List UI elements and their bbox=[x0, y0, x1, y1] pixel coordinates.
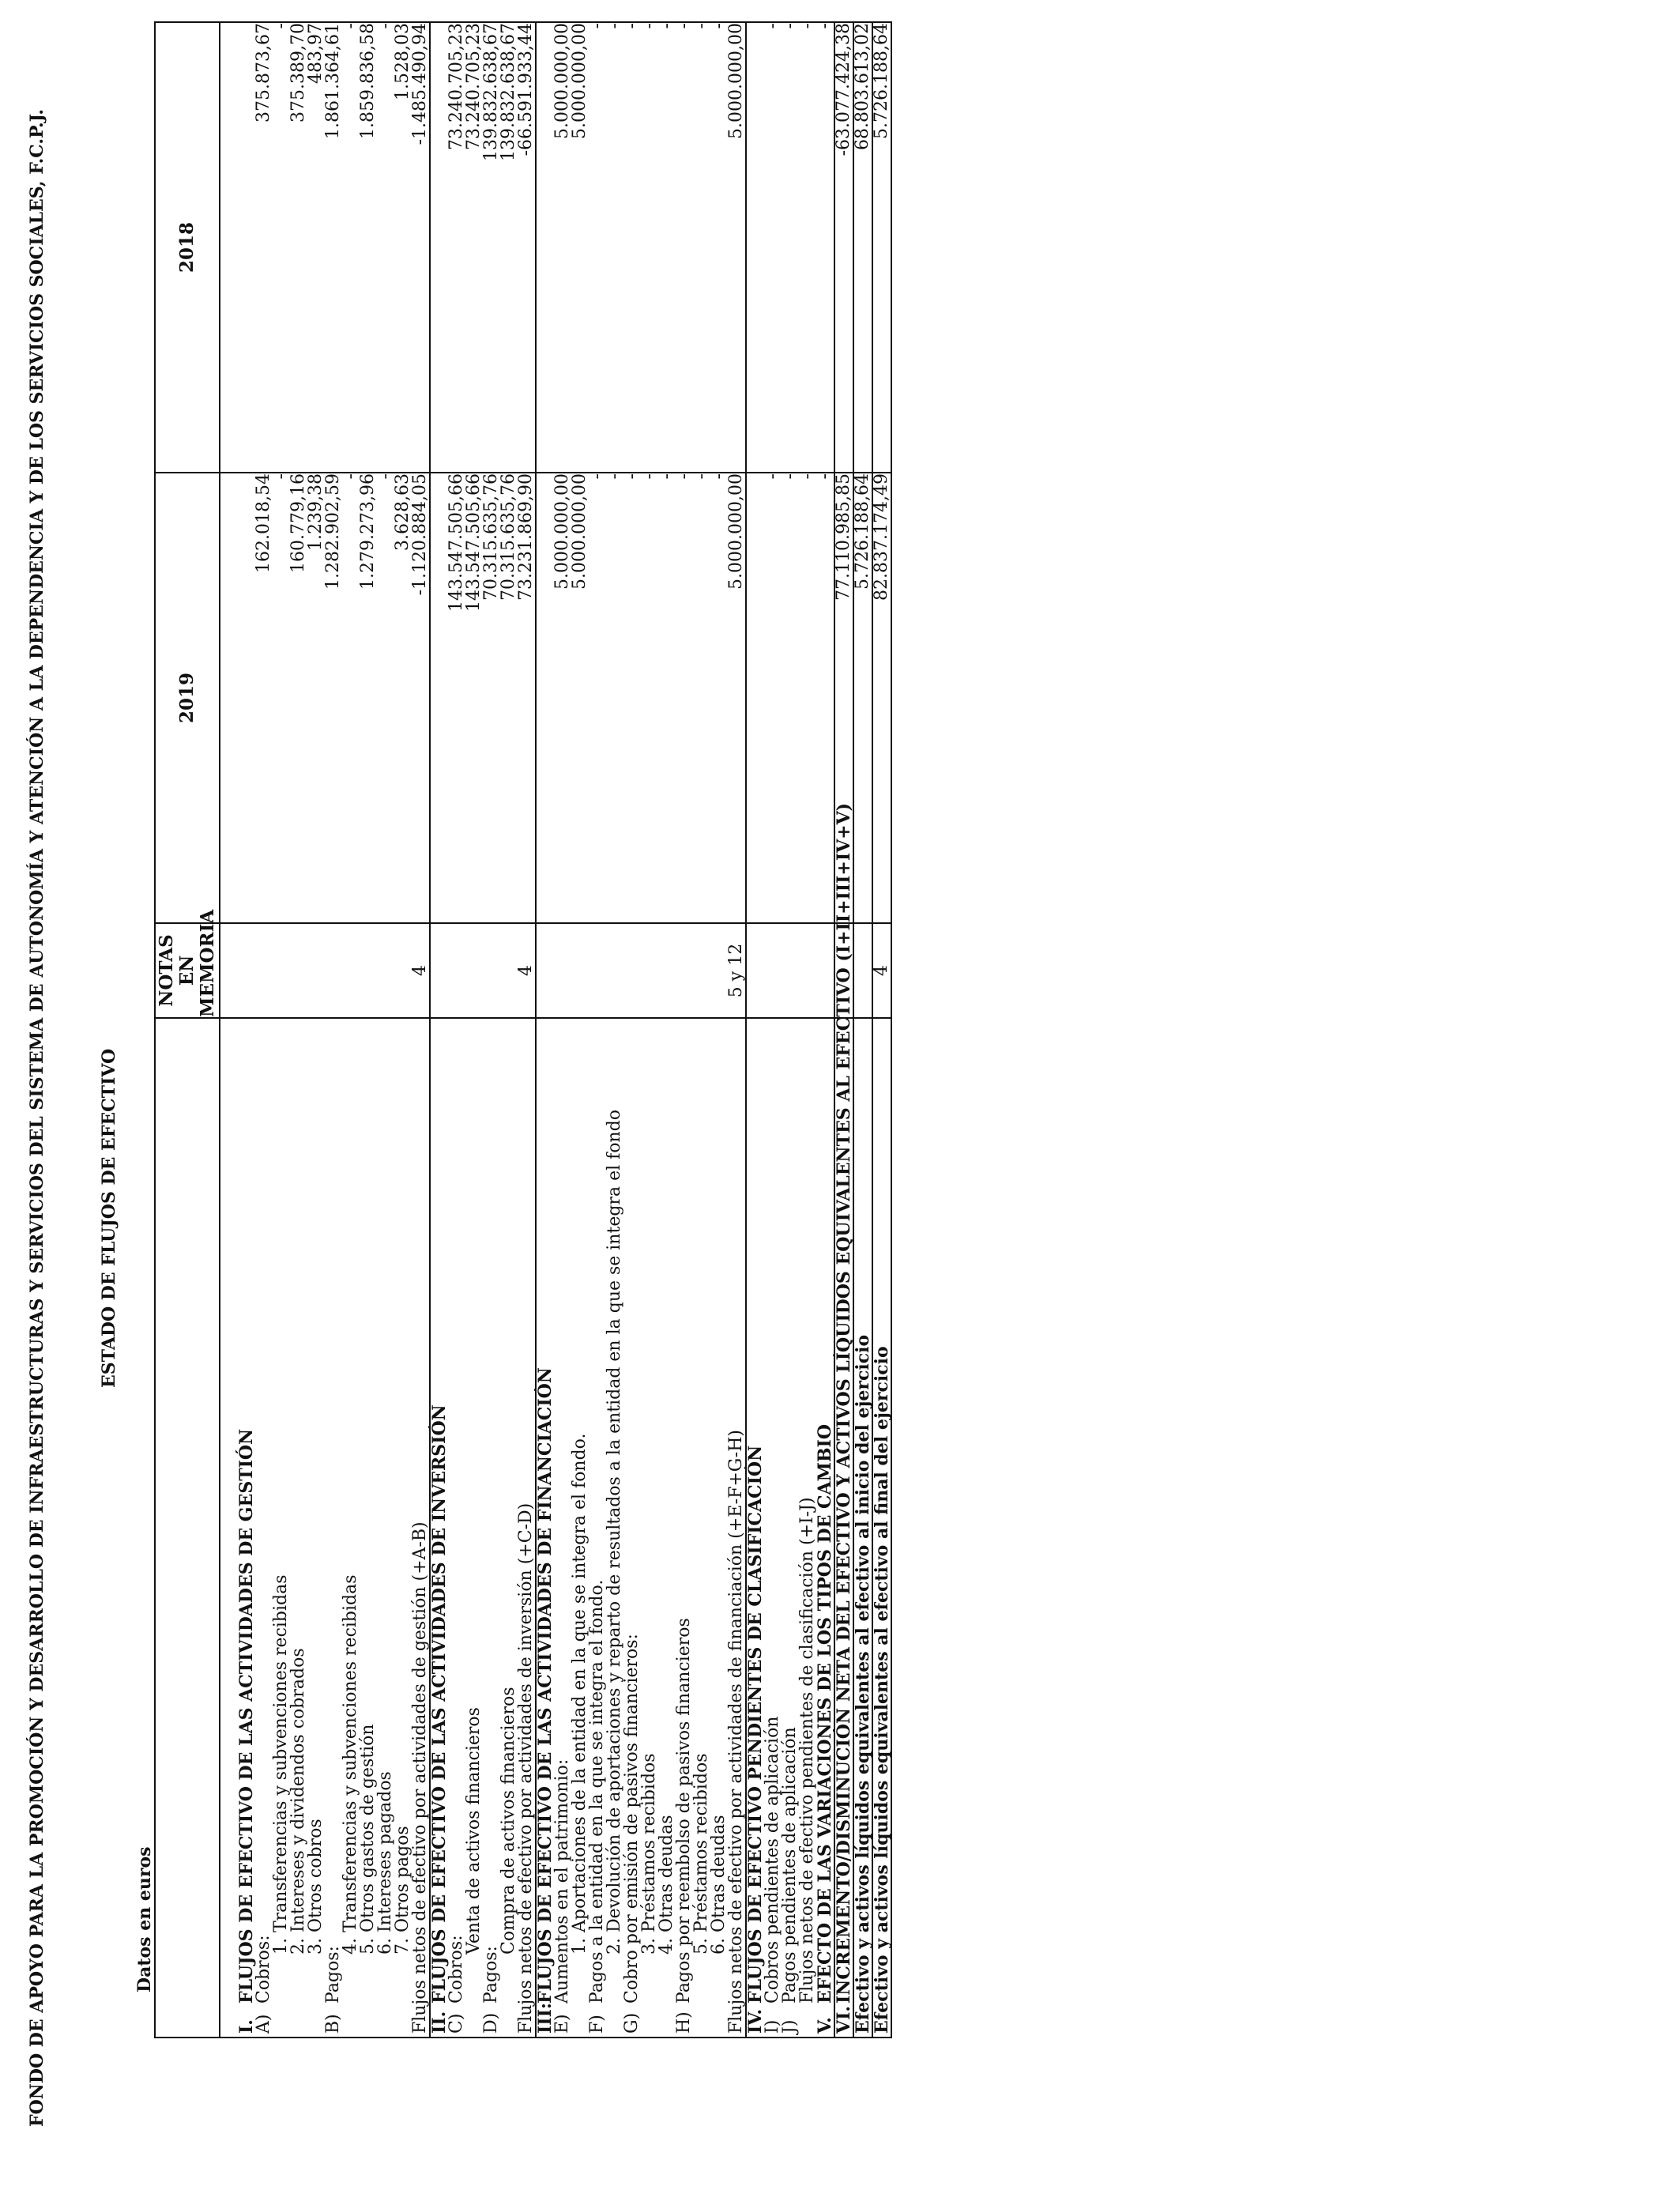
row-label-text: 5. Otros gastos de gestión bbox=[358, 1724, 378, 1955]
row-note: 5 y 12 bbox=[728, 923, 746, 1018]
row-code: G) bbox=[622, 2012, 642, 2034]
row-label bbox=[394, 1018, 412, 2038]
row-label-text: Efectivo y activos líquidos equivalentes al efectivo al inicio del ejercicio bbox=[853, 1334, 873, 2034]
row-label bbox=[238, 1018, 255, 2038]
row-note bbox=[589, 923, 606, 1018]
table-row bbox=[728, 22, 746, 2038]
value-2018: 1.861.364,61 bbox=[325, 22, 342, 473]
row-label bbox=[430, 1018, 448, 2038]
table-row bbox=[518, 22, 536, 2038]
value-2018: 5.000.000,00 bbox=[554, 22, 571, 473]
row-label-text: 4. Transferencias y subvenciones recibidas bbox=[341, 1574, 360, 1955]
year-2018-header: 2018 bbox=[155, 22, 220, 473]
row-label bbox=[782, 1018, 799, 2038]
row-note bbox=[853, 923, 872, 1018]
row-code: B) bbox=[323, 2014, 343, 2034]
row-code: III: bbox=[535, 2003, 556, 2034]
row-note: 4 bbox=[872, 923, 891, 1018]
table-row bbox=[589, 22, 606, 2038]
table-row bbox=[872, 22, 891, 2038]
value-2019: - bbox=[342, 473, 360, 923]
row-label bbox=[606, 1018, 623, 2038]
value-2018: 375.389,70 bbox=[290, 22, 307, 473]
row-code: II. bbox=[429, 2011, 450, 2034]
row-label-text: 1. Aportaciones de la entidad en la que se integra el fondo. bbox=[570, 1433, 590, 1955]
row-label-text: 6. Otras deudas bbox=[709, 1815, 729, 1955]
spacer-row bbox=[220, 22, 238, 2038]
table-row bbox=[816, 22, 834, 2038]
value-2018 bbox=[746, 22, 764, 473]
table-row bbox=[273, 22, 290, 2038]
row-label bbox=[273, 1018, 290, 2038]
value-2018 bbox=[238, 22, 255, 473]
row-code: H) bbox=[674, 2011, 694, 2034]
row-label-text: 6. Intereses pagados bbox=[375, 1771, 395, 1955]
value-2019: 3.628,63 bbox=[394, 473, 412, 923]
row-label-text: Efectivo y activos líquidos equivalentes al efectivo al final del ejercicio bbox=[872, 1346, 892, 2034]
value-2019: - bbox=[816, 473, 834, 923]
row-note bbox=[606, 923, 623, 1018]
row-label-text: Cobro por emisión de pasivos financieros: bbox=[622, 1634, 642, 2004]
row-code: F) bbox=[587, 2015, 607, 2034]
table-row bbox=[325, 22, 342, 2038]
row-note bbox=[746, 923, 764, 1018]
row-label bbox=[571, 1018, 589, 2038]
row-label-text: FLUJOS DE EFECTIVO DE LAS ACTIVIDADES DE INVERSIÓN bbox=[429, 1404, 450, 2004]
value-2019: - bbox=[641, 473, 658, 923]
document-title: FONDO DE APOYO PARA LA PROMOCIÓN Y DESARROLLO DE INFRAESTRUCTURAS Y SERVICIOS DEL SISTEMA DE AUTONOMÍA Y ATENCIÓN A LA DEPENDENCIA Y DE LOS SERVICIOS SOCIALES, F.C.P.J. bbox=[27, 109, 47, 2127]
value-2019: 143.547.505,66 bbox=[448, 473, 465, 923]
row-code: A) bbox=[254, 2014, 273, 2034]
table-row bbox=[360, 22, 377, 2038]
row-label bbox=[465, 1018, 483, 2038]
row-note bbox=[799, 923, 816, 1018]
value-2019: 73.231.869,90 bbox=[518, 473, 536, 923]
row-note bbox=[448, 923, 465, 1018]
row-label-text: INCREMENTO/DISMINUCIÓN NETA DEL EFECTIVO Y ACTIVOS LÍQUIDOS EQUIVALENTES AL EFECTIVO (I+II+III+IV+V) bbox=[834, 802, 854, 2004]
row-label-text: 3. Otros cobros bbox=[306, 1819, 326, 1955]
value-2019: 5.000.000,00 bbox=[728, 473, 746, 923]
value-2018: 5.726.188,64 bbox=[872, 22, 891, 473]
row-note bbox=[430, 923, 448, 1018]
row-note: 4 bbox=[412, 923, 430, 1018]
value-2019: 143.547.505,66 bbox=[465, 473, 483, 923]
row-note bbox=[483, 923, 500, 1018]
table-row bbox=[377, 22, 394, 2038]
row-label-text: Compra de activos financieros bbox=[499, 1687, 518, 1955]
table-row bbox=[238, 22, 255, 2038]
value-2018: - bbox=[377, 22, 394, 473]
row-label bbox=[255, 1018, 273, 2038]
value-2019: 162.018,54 bbox=[255, 473, 273, 923]
row-label bbox=[853, 1018, 872, 2038]
row-note bbox=[238, 923, 255, 1018]
table-row bbox=[641, 22, 658, 2038]
value-2018: - bbox=[641, 22, 658, 473]
row-label bbox=[360, 1018, 377, 2038]
table-row bbox=[623, 22, 641, 2038]
row-label-text: 4. Otras deudas bbox=[657, 1815, 676, 1955]
label-column-header bbox=[155, 1018, 220, 2038]
value-2018: 73.240.705,23 bbox=[448, 22, 465, 473]
row-note bbox=[255, 923, 273, 1018]
row-label bbox=[448, 1018, 465, 2038]
value-2019: 5.726.188,64 bbox=[853, 473, 872, 923]
table-row bbox=[342, 22, 360, 2038]
row-label-text: Venta de activos financieros bbox=[464, 1707, 484, 1955]
row-code: IV. bbox=[745, 2008, 766, 2034]
value-2019: 1.279.273,96 bbox=[360, 473, 377, 923]
value-2018: - bbox=[693, 22, 710, 473]
row-label bbox=[483, 1018, 500, 2038]
row-label-text: Pagos por reembolso de pasivos financieros bbox=[674, 1618, 694, 2004]
row-label bbox=[728, 1018, 746, 2038]
table-row bbox=[710, 22, 728, 2038]
row-label bbox=[589, 1018, 606, 2038]
row-code: D) bbox=[481, 2012, 501, 2034]
row-note bbox=[641, 923, 658, 1018]
row-label bbox=[377, 1018, 394, 2038]
row-label-text: 1. Transferencias y subvenciones recibidas bbox=[271, 1574, 291, 1955]
row-label bbox=[710, 1018, 728, 2038]
row-code: V. bbox=[815, 2017, 835, 2034]
row-label-text: Pagos: bbox=[323, 1946, 343, 2004]
row-label bbox=[342, 1018, 360, 2038]
row-label bbox=[641, 1018, 658, 2038]
row-code: C) bbox=[446, 2013, 466, 2034]
row-label-text: Flujos netos de efectivo pendientes de clasificación (+I-J) bbox=[797, 1497, 817, 2004]
table-row bbox=[448, 22, 465, 2038]
row-note bbox=[693, 923, 710, 1018]
table-row bbox=[307, 22, 325, 2038]
row-note bbox=[307, 923, 325, 1018]
row-label bbox=[746, 1018, 764, 2038]
value-2019: - bbox=[764, 473, 782, 923]
row-label bbox=[518, 1018, 536, 2038]
value-2018: - bbox=[273, 22, 290, 473]
table-row bbox=[465, 22, 483, 2038]
row-label bbox=[834, 802, 854, 2038]
value-2019: - bbox=[623, 473, 641, 923]
row-note bbox=[290, 923, 307, 1018]
value-2019: 160.779,16 bbox=[290, 473, 307, 923]
value-2018: 139.832.638,67 bbox=[500, 22, 518, 473]
table-row bbox=[500, 22, 518, 2038]
row-label-text: Aumentos en el patrimonio: bbox=[552, 1759, 572, 2004]
row-note bbox=[658, 923, 676, 1018]
value-2019 bbox=[746, 473, 764, 923]
value-2019 bbox=[536, 473, 554, 923]
row-note bbox=[571, 923, 589, 1018]
row-label-text: Pagos: bbox=[481, 1946, 501, 2004]
row-label-text: 2. Devolución de aportaciones y reparto de resultados a la entidad en la que se integra el fondo bbox=[605, 1109, 624, 1955]
row-label bbox=[554, 1018, 571, 2038]
value-2019: - bbox=[710, 473, 728, 923]
value-2019: 1.239,38 bbox=[307, 473, 325, 923]
row-note bbox=[782, 923, 799, 1018]
value-2018: - bbox=[710, 22, 728, 473]
value-2019: 82.837.174,49 bbox=[872, 473, 891, 923]
row-label bbox=[658, 1018, 676, 2038]
value-2018: 483,97 bbox=[307, 22, 325, 473]
table-row bbox=[483, 22, 500, 2038]
row-label-text: Flujos netos de efectivo por actividades de inversión (+C-D) bbox=[516, 1502, 536, 2034]
row-note bbox=[816, 923, 834, 1018]
value-2019: - bbox=[377, 473, 394, 923]
row-label-text: FLUJOS DE EFECTIVO DE LAS ACTIVIDADES DE GESTIÓN bbox=[236, 1428, 257, 2004]
row-label bbox=[872, 1018, 891, 2038]
row-label bbox=[623, 1018, 641, 2038]
row-label bbox=[693, 1018, 710, 2038]
row-label-text: Flujos netos de efectivo por actividades de financiación (+E-F+G-H) bbox=[726, 1430, 746, 2034]
table-row bbox=[853, 22, 872, 2038]
row-note bbox=[554, 923, 571, 1018]
row-note bbox=[465, 923, 483, 1018]
value-2018: -66.591.933,44 bbox=[518, 22, 536, 473]
row-label bbox=[799, 1018, 816, 2038]
table-row bbox=[834, 22, 853, 2038]
row-label bbox=[536, 1018, 554, 2038]
row-note bbox=[676, 923, 693, 1018]
row-label bbox=[325, 1018, 342, 2038]
row-code: I. bbox=[236, 2019, 257, 2034]
value-2018: - bbox=[764, 22, 782, 473]
table-row bbox=[676, 22, 693, 2038]
row-note bbox=[342, 923, 360, 1018]
value-2018 bbox=[536, 22, 554, 473]
row-label-text: Flujos netos de efectivo por actividades de gestión (+A-B) bbox=[410, 1521, 430, 2034]
value-2018: - bbox=[606, 22, 623, 473]
table-row bbox=[255, 22, 273, 2038]
value-2018: - bbox=[589, 22, 606, 473]
row-note: 4 bbox=[518, 923, 536, 1018]
row-label-text: Cobros: bbox=[254, 1935, 273, 2004]
table-row bbox=[782, 22, 799, 2038]
row-label-text: 5. Préstamos recibidos bbox=[691, 1753, 711, 1955]
value-2018 bbox=[430, 22, 448, 473]
row-label bbox=[764, 1018, 782, 2038]
table-row bbox=[764, 22, 782, 2038]
row-label bbox=[676, 1018, 693, 2038]
row-label-text: FLUJOS DE EFECTIVO DE LAS ACTIVIDADES DE FINANCIACIÓN bbox=[535, 1367, 556, 2004]
row-code: I) bbox=[763, 2019, 782, 2034]
row-label-text: 7. Otros pagos bbox=[393, 1826, 412, 1955]
row-code: VI. bbox=[834, 2005, 854, 2034]
value-2019: - bbox=[782, 473, 799, 923]
row-label-text: Pagos a la entidad en la que se integra el fondo. bbox=[587, 1579, 607, 2004]
value-2019: - bbox=[676, 473, 693, 923]
year-2019-header: 2019 bbox=[155, 473, 220, 923]
row-label-text: 2. Intereses y dividendos cobrados bbox=[288, 1648, 308, 1955]
row-note bbox=[377, 923, 394, 1018]
value-2018: 1.859.836,58 bbox=[360, 22, 377, 473]
value-2019 bbox=[430, 473, 448, 923]
value-2019: 77.110.985,85 bbox=[834, 473, 853, 923]
row-label-text: Pagos pendientes de aplicación bbox=[780, 1727, 800, 2004]
value-2018: - bbox=[782, 22, 799, 473]
table-row bbox=[536, 22, 554, 2038]
row-note bbox=[273, 923, 290, 1018]
value-2019: - bbox=[693, 473, 710, 923]
value-2019: - bbox=[658, 473, 676, 923]
value-2019: 1.282.902,59 bbox=[325, 473, 342, 923]
table-row bbox=[693, 22, 710, 2038]
value-2018: -63.077.424,38 bbox=[834, 22, 853, 473]
value-2018: 5.000.000,00 bbox=[728, 22, 746, 473]
table-row bbox=[430, 22, 448, 2038]
value-2018: - bbox=[623, 22, 641, 473]
table-row bbox=[290, 22, 307, 2038]
value-2018: 5.000.000,00 bbox=[571, 22, 589, 473]
value-2018: - bbox=[799, 22, 816, 473]
row-note bbox=[536, 923, 554, 1018]
value-2018: -1.485.490,94 bbox=[412, 22, 430, 473]
row-note bbox=[325, 923, 342, 1018]
row-code: J) bbox=[780, 2019, 800, 2034]
row-label-text: FLUJOS DE EFECTIVO PENDIENTES DE CLASIFICACIÓN bbox=[745, 1445, 766, 2004]
row-label bbox=[290, 1018, 307, 2038]
row-label bbox=[307, 1018, 325, 2038]
row-label-text: 3. Préstamos recibidos bbox=[639, 1753, 659, 1955]
row-label bbox=[412, 1018, 430, 2038]
value-2018: - bbox=[658, 22, 676, 473]
value-2018: 68.803.613,02 bbox=[853, 22, 872, 473]
value-2019: 5.000.000,00 bbox=[554, 473, 571, 923]
value-2019: - bbox=[799, 473, 816, 923]
value-2019 bbox=[238, 473, 255, 923]
value-2019: - bbox=[606, 473, 623, 923]
row-label bbox=[816, 1018, 834, 2038]
row-label-text: EFECTO DE LAS VARIACIONES DE LOS TIPOS DE CAMBIO bbox=[815, 1423, 835, 2004]
value-2019: 70.315.635,76 bbox=[500, 473, 518, 923]
cash-flow-table bbox=[154, 21, 892, 2038]
row-note bbox=[500, 923, 518, 1018]
value-2018: 1.528,03 bbox=[394, 22, 412, 473]
row-label bbox=[500, 1018, 518, 2038]
value-2018: 73.240.705,23 bbox=[465, 22, 483, 473]
value-2018: 139.832.638,67 bbox=[483, 22, 500, 473]
value-2018: - bbox=[816, 22, 834, 473]
value-2018: 375.873,67 bbox=[255, 22, 273, 473]
value-2018: - bbox=[676, 22, 693, 473]
units-label: Datos en euros bbox=[134, 1846, 155, 1992]
row-note bbox=[623, 923, 641, 1018]
table-row bbox=[799, 22, 816, 2038]
table-row bbox=[606, 22, 623, 2038]
row-note bbox=[764, 923, 782, 1018]
row-note bbox=[360, 923, 377, 1018]
row-label-text: Cobros pendientes de aplicación bbox=[763, 1716, 782, 2004]
table-row bbox=[658, 22, 676, 2038]
row-label-text: Cobros: bbox=[446, 1935, 466, 2004]
row-note bbox=[710, 923, 728, 1018]
table-row bbox=[554, 22, 571, 2038]
table-row bbox=[412, 22, 430, 2038]
value-2019: -1.120.884,05 bbox=[412, 473, 430, 923]
notes-column-header: NOTAS EN MEMORIA bbox=[156, 909, 218, 1017]
value-2019: 70.315.635,76 bbox=[483, 473, 500, 923]
value-2019: - bbox=[273, 473, 290, 923]
table-row bbox=[571, 22, 589, 2038]
section-title: ESTADO DE FLUJOS DE EFECTIVO bbox=[99, 1048, 119, 1388]
row-note bbox=[394, 923, 412, 1018]
row-code: E) bbox=[552, 2014, 572, 2034]
value-2019: - bbox=[589, 473, 606, 923]
value-2019: 5.000.000,00 bbox=[571, 473, 589, 923]
value-2018: - bbox=[342, 22, 360, 473]
table-row bbox=[746, 22, 764, 2038]
table-row bbox=[394, 22, 412, 2038]
